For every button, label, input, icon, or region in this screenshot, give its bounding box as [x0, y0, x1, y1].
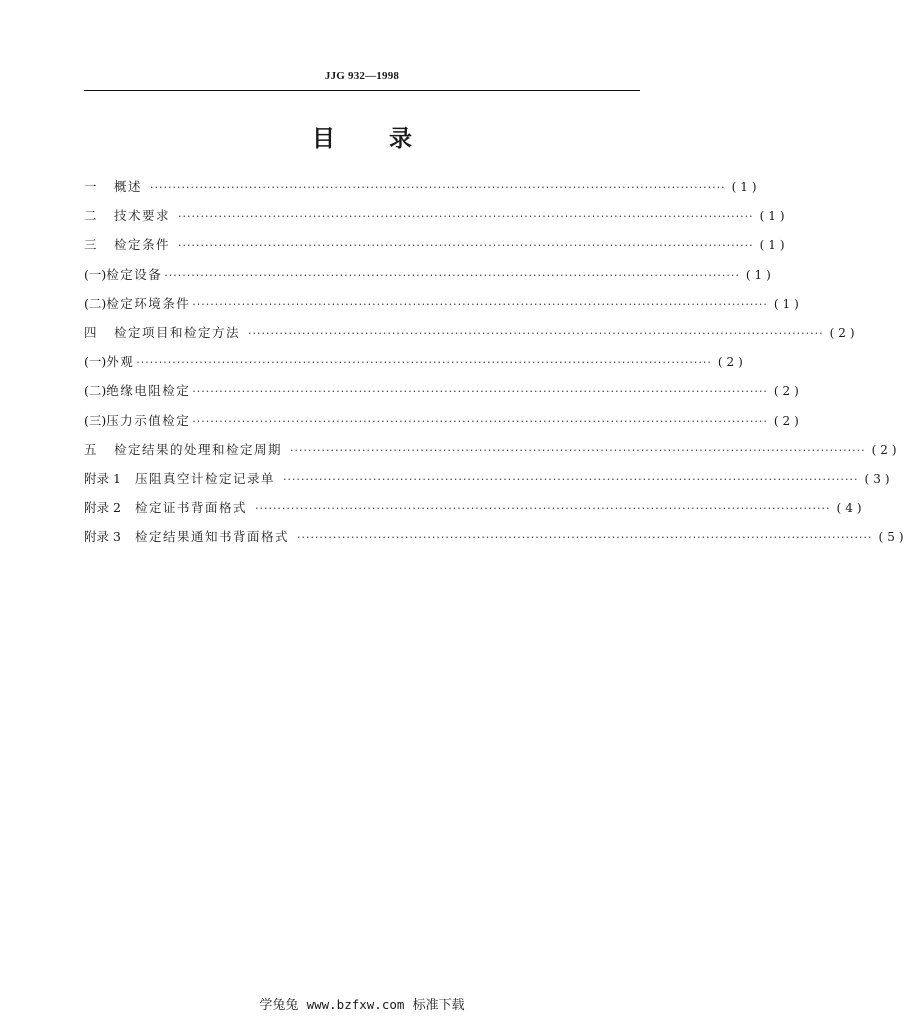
toc-entry-page: (1) — [759, 209, 789, 224]
toc-entry-results-and-period[interactable] — [84, 440, 901, 469]
toc-entry-title: 技术要求 — [114, 208, 171, 224]
toc-entry-number: (一) — [84, 266, 107, 282]
toc-entry-page: (2) — [717, 355, 747, 370]
toc-entry-title: 绝缘电阻检定 — [106, 383, 191, 399]
toc-entry-appearance[interactable] — [84, 352, 747, 381]
toc-entry-page: (2) — [773, 413, 803, 428]
toc-entry-title: 检定条件 — [114, 237, 171, 253]
toc-title — [84, 120, 640, 153]
toc-entry-title: 检定证书背面格式 — [134, 500, 247, 516]
toc-entry-verification-conditions[interactable] — [84, 235, 789, 264]
toc-entry-number: 二 — [84, 208, 97, 224]
toc-entry-page: (3) — [864, 471, 894, 486]
toc-entry-appendix-2[interactable] — [84, 498, 866, 527]
standard-number-header: JJG 932—1998 — [324, 70, 400, 82]
footer-tagline: 标准下载 — [412, 998, 465, 1013]
toc-entry-number: 四 — [84, 324, 97, 340]
toc-entry-appendix-1[interactable] — [84, 469, 894, 498]
toc-entry-title: 压力示值检定 — [106, 412, 191, 428]
toc-entry-number: (三) — [84, 412, 107, 428]
toc-entry-title: 检定结果通知书背面格式 — [134, 529, 289, 545]
toc-dot-leader: ································································································································ — [178, 239, 754, 253]
toc-entry-number: 三 — [84, 237, 97, 253]
toc-entry-number: (二) — [84, 295, 107, 311]
toc-dot-leader: ································································································································ — [248, 326, 824, 340]
toc-entry-page: (5) — [878, 530, 908, 545]
toc-entry-page: (2) — [871, 442, 901, 457]
toc-entry-page: (1) — [745, 267, 775, 282]
toc-dot-leader: ································································································································ — [282, 472, 859, 486]
footer-site-name: 学兔兔 — [259, 998, 299, 1013]
toc-entry-number: 五 — [84, 441, 97, 457]
toc-dot-leader: ································································································································ — [136, 356, 712, 370]
toc-entry-page: (4) — [836, 501, 866, 516]
toc-dot-leader: ································································································································ — [296, 531, 873, 545]
toc-entry-pressure-indication[interactable] — [84, 411, 803, 440]
toc-title-char-1: 目 — [312, 126, 335, 152]
toc-entry-title: 压阻真空计检定记录单 — [134, 470, 275, 486]
toc-dot-leader: ································································································································ — [192, 385, 768, 399]
toc-entry-title: 检定项目和检定方法 — [114, 324, 241, 340]
toc-entry-environment-conditions[interactable] — [84, 294, 803, 323]
footer-watermark — [0, 994, 724, 1013]
toc-dot-leader: ································································································································ — [192, 414, 768, 428]
toc-entry-number: 附录 3 — [84, 529, 121, 545]
footer-url[interactable]: www.bzfxw.com — [306, 997, 405, 1012]
toc-dot-leader: ································································································································ — [178, 210, 754, 224]
toc-entry-title: 检定设备 — [106, 266, 163, 282]
toc-entry-number: 附录 2 — [84, 500, 121, 516]
toc-entry-title: 检定结果的处理和检定周期 — [114, 441, 283, 457]
toc-entry-number: (二) — [84, 383, 107, 399]
toc-dot-leader: ································································································································ — [150, 181, 726, 194]
toc-entry-insulation-resistance[interactable] — [84, 381, 803, 410]
table-of-contents — [84, 177, 908, 556]
toc-entry-page: (1) — [773, 296, 803, 311]
toc-title-char-2: 录 — [389, 126, 412, 152]
toc-entry-number: 一 — [84, 179, 97, 194]
toc-entry-page: (2) — [829, 325, 859, 340]
toc-entry-appendix-3[interactable] — [84, 527, 908, 556]
toc-entry-overview[interactable] — [84, 177, 761, 206]
toc-entry-technical-requirements[interactable] — [84, 206, 789, 235]
toc-entry-title: 概述 — [114, 179, 143, 194]
toc-entry-title: 外观 — [106, 354, 135, 370]
toc-entry-items-and-methods[interactable] — [84, 323, 859, 352]
toc-entry-number: (一) — [84, 354, 107, 370]
toc-entry-number: 附录 1 — [84, 470, 121, 486]
toc-entry-page: (2) — [773, 384, 803, 399]
toc-dot-leader: ································································································································ — [254, 502, 831, 516]
header-rule — [84, 90, 640, 91]
toc-entry-verification-equipment[interactable] — [84, 265, 775, 294]
toc-dot-leader: ································································································································ — [164, 268, 740, 282]
toc-dot-leader: ································································································································ — [290, 443, 866, 457]
toc-entry-title: 检定环境条件 — [106, 295, 191, 311]
toc-entry-page: (1) — [759, 238, 789, 253]
toc-entry-page: (1) — [731, 180, 761, 194]
toc-dot-leader: ································································································································ — [192, 297, 768, 311]
